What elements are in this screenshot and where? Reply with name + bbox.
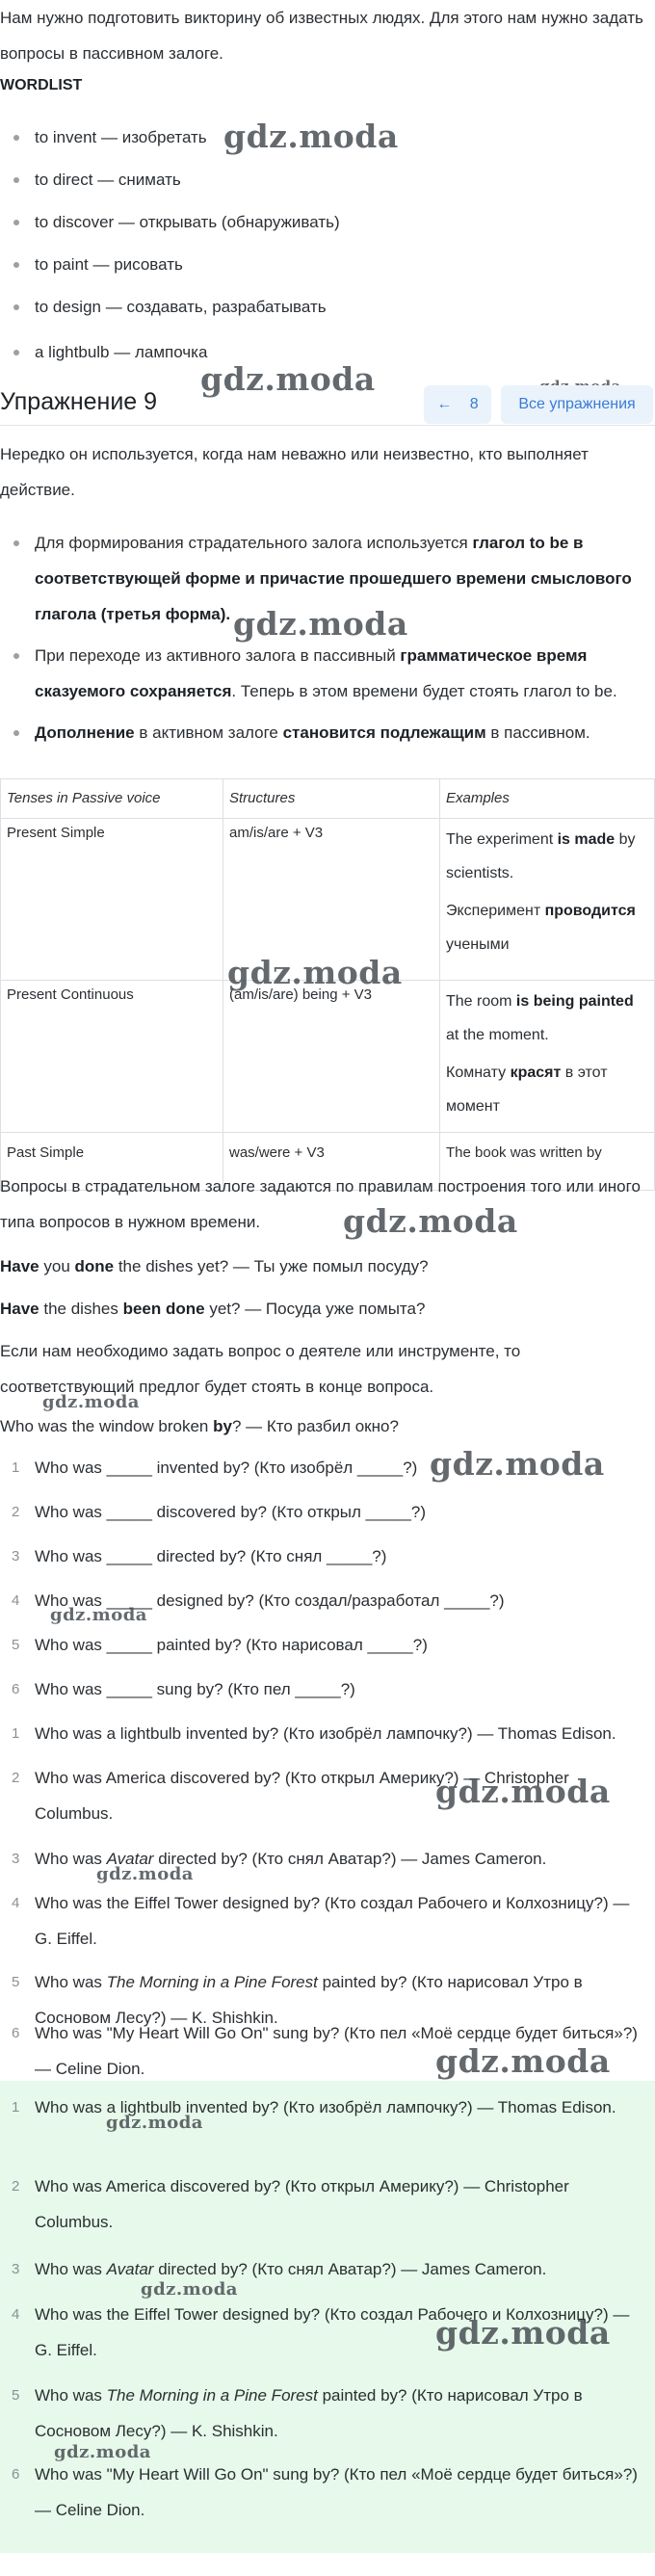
question-example: Have you done the dishes yet? — Ты уже помыл посуду? bbox=[0, 1257, 429, 1275]
watermark: gdz.moda bbox=[435, 2314, 611, 2352]
theory-intro: Нередко он используется, когда нам неважно или неизвестно, кто выполняет действие. bbox=[0, 445, 589, 499]
table-cell: The room is being painted at the moment. Комнату красят в этот момент bbox=[440, 981, 655, 1133]
watermark: gdz.moda bbox=[435, 2042, 611, 2080]
rule-text: . Теперь в этом времени будет стоять глагол to be. bbox=[231, 682, 617, 700]
table-cell: Present Continuous bbox=[1, 981, 223, 1133]
table-cell: Past Simple bbox=[1, 1133, 223, 1191]
questions-text: Вопросы в страдательном залоге задаются по правилам построения того или иного типа вопросов в нужном времени. bbox=[0, 1177, 641, 1231]
watermark: gdz.moda bbox=[435, 1773, 611, 1810]
watermark: gdz.moda bbox=[106, 2113, 203, 2133]
watermark: gdz.moda bbox=[50, 1605, 147, 1625]
rule-text: в активном залоге bbox=[134, 723, 283, 742]
rule-text: При переходе из активного залога в пассивный bbox=[35, 646, 401, 665]
watermark: gdz.moda bbox=[233, 605, 408, 643]
watermark: gdz.moda bbox=[223, 118, 399, 155]
table-cell: (am/is/are) being + V3 bbox=[223, 981, 440, 1133]
watermark: gdz.moda bbox=[343, 1202, 518, 1240]
agent-text: Если нам необходимо задать вопрос о деятеле или инструменте, то соответствующий предлог будет стоять в конце вопроса. bbox=[0, 1342, 521, 1396]
table-cell: am/is/are + V3 bbox=[223, 819, 440, 981]
watermark: gdz.moda bbox=[227, 954, 403, 991]
wordlist-item: to discover — открывать (обнаруживать) bbox=[13, 204, 651, 240]
exercise-title: Упражнение 9 bbox=[0, 388, 158, 415]
arrow-left-icon: ← bbox=[436, 396, 453, 412]
wordlist-title: WORDLIST bbox=[0, 77, 83, 93]
question-example: Have the dishes been done yet? — Посуда уже помыта? bbox=[0, 1300, 426, 1318]
watermark: gdz.moda bbox=[200, 360, 376, 398]
watermark: gdz.moda bbox=[141, 2279, 238, 2300]
table-row bbox=[1, 981, 655, 1133]
prev-exercise-number: 8 bbox=[469, 396, 479, 412]
wordlist-item: a lightbulb — лампочка bbox=[13, 334, 651, 370]
rule-bold: глагол to be в соответствующей форме и причастие прошедшего времени смыслового глагола (третья форма). bbox=[35, 534, 632, 623]
all-exercises-button[interactable]: Все упражнения bbox=[501, 385, 653, 424]
table-cell: The experiment is made by scientists. Эксперимент проводится учеными bbox=[440, 819, 655, 981]
divider bbox=[0, 425, 655, 426]
watermark: gdz.moda bbox=[42, 1392, 140, 1412]
table-cell: was/were + V3 bbox=[223, 1133, 440, 1191]
rule-item bbox=[13, 638, 651, 709]
wordlist-item: to design — создавать, разрабатывать bbox=[13, 289, 651, 325]
wordlist-item: to invent — изобретать bbox=[13, 119, 651, 155]
wordlist-item: to paint — рисовать bbox=[13, 247, 651, 282]
table-cell: Present Simple bbox=[1, 819, 223, 981]
rule-text: Для формирования страдательного залога используется bbox=[35, 534, 473, 552]
rule-bold: Дополнение bbox=[35, 723, 135, 742]
prev-exercise-button[interactable] bbox=[424, 385, 491, 424]
table-header: Structures bbox=[223, 779, 440, 819]
watermark: gdz.moda bbox=[96, 1864, 194, 1884]
rule-item bbox=[13, 715, 651, 750]
rule-bold: становится подлежащим bbox=[282, 723, 486, 742]
watermark: gdz.moda bbox=[54, 2442, 151, 2462]
rule-bold: грамматическое время сказуемого сохраняется bbox=[35, 646, 588, 700]
table-header: Examples bbox=[440, 779, 655, 819]
rule-text: в пассивном. bbox=[485, 723, 590, 742]
watermark: gdz.moda bbox=[430, 1445, 605, 1483]
intro-text: Нам нужно подготовить викторину об известных людях. Для этого нам нужно задать вопросы в пассивном залоге. bbox=[0, 9, 643, 63]
table-cell: The book was written by bbox=[440, 1133, 655, 1191]
agent-example: Who was the window broken by? — Кто разбил окно? bbox=[0, 1417, 399, 1435]
table-header: Tenses in Passive voice bbox=[1, 779, 223, 819]
wordlist-item: to direct — снимать bbox=[13, 162, 651, 197]
